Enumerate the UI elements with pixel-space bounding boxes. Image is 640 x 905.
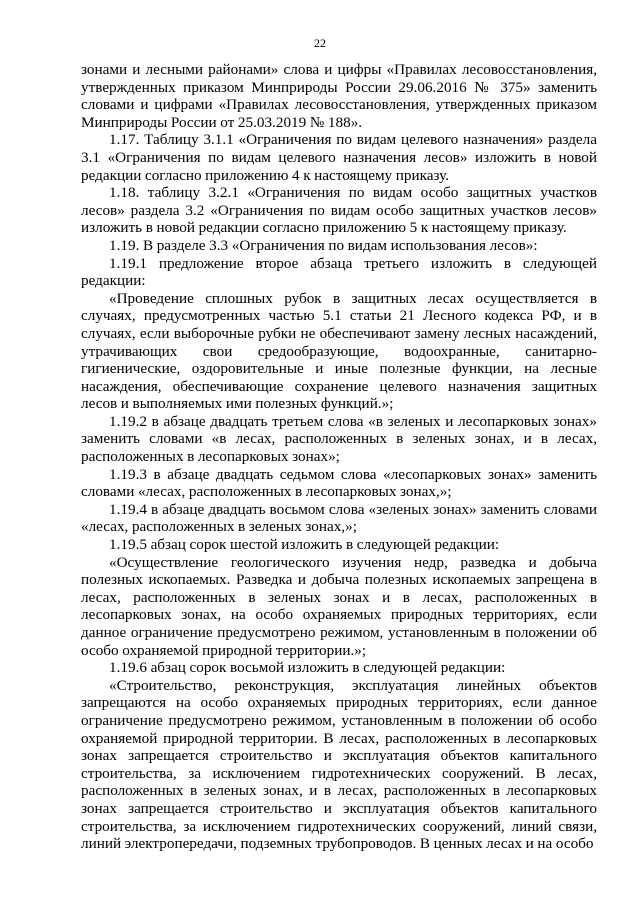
document-body [81,61,597,853]
paragraph-item-1-18: 1.18. таблицу 3.2.1 «Ограничения по видам особо защитных участков лесов» раздела 3.2 «Ограничения по видам особо защитных участков лесов» изложить в новой редакции согласно приложению 5 к настоящему приказу. [81,184,597,237]
paragraph-item-1-19-6: 1.19.6 абзац сорок восьмой изложить в следующей редакции: [109,659,506,677]
page-number: 22 [314,36,326,50]
paragraph-item-1-19-2: 1.19.2 в абзаце двадцать третьем слова «в зеленых и лесопарковых зонах» заменить словами «в лесах, расположенных в зеленых зонах, и в лесах, расположенных в лесопарковых зонах»; [81,412,597,466]
paragraph-item-1-19-3: 1.19.3 в абзаце двадцать седьмом слова «лесопарковых зонах» заменить словами «лесах, расположенных в лесопарковых зонах,»; [81,465,597,501]
paragraph-item-1-19: 1.19. В разделе 3.3 «Ограничения по видам использования лесов»: [109,236,538,254]
paragraph-item-1-19-4: 1.19.4 в абзаце двадцать восьмом слова «зеленых зонах» заменить словами «лесах, расположенных в зеленых зонах,»; [81,500,597,536]
paragraph-item-1-17: 1.17. Таблицу 3.1.1 «Ограничения по видам целевого назначения» раздела 3.1 «Ограничения по видам целевого назначения лесов» изложить в новой редакции согласно приложению 4 к настоящему приказу. [81,131,597,184]
paragraph-quote-construction: «Строительство, реконструкция, эксплуатация линейных объектов запрещаются на особо охраняемых природных территориях, если данное ограничение предусмотрено режимом, установленным в положении об особо охраняемой природной территории. В лесах, расположенных в лесопарковых зонах запрещается строительство и эксплуатация объектов капитального строительства, за исключением гидротехнических сооружений. В лесах, расположенных в зеленых зонах, и в лесах, расположенных в лесопарковых зонах запрещается строительство и эксплуатация объектов капитального строительства, за исключением гидротехнических сооружений, линий связи, линий электропередачи, подземных трубопроводов. В ценных лесах и на особо [81,676,597,853]
paragraph-item-1-19-5: 1.19.5 абзац сорок шестой изложить в следующей редакции: [109,536,500,554]
paragraph-continuation: зонами и лесными районами» слова и цифры «Правилах лесовосстановления, утвержденных приказом Минприроды России 29.06.2016 № 375» заменить словами и цифрами «Правилах лесовосстановления, утвержденных приказом Минприроды России от 25.03.2019 № 188». [81,61,597,131]
paragraph-quote-geology: «Осуществление геологического изучения недр, разведка и добыча полезных ископаемых. Разведка и добыча полезных ископаемых запрещена в лесах, расположенных в зеленых зонах и в лесах, расположенных в лесопарковых зонах, на особо охраняемых природных территориях, если данное ограничение предусмотрено режимом, установленным в положении об особо охраняемой природной территории.»; [81,553,597,659]
paragraph-quote-clear-cutting: «Проведение сплошных рубок в защитных лесах осуществляется в случаях, предусмотренных частью 5.1 статьи 21 Лесного кодекса РФ, и в случаях, если выборочные рубки не обеспечивают замену лесных насаждений, утрачивающих свои средообразующие, водоохранные, санитарно-гигиенические, оздоровительные и иные полезные функции, на лесные насаждения, обеспечивающие сохранение целевого назначения защитных лесов и выполняемых ими полезных функций.»; [81,289,597,413]
paragraph-item-1-19-1: 1.19.1 предложение второе абзаца третьего изложить в следующей редакции: [81,254,597,290]
